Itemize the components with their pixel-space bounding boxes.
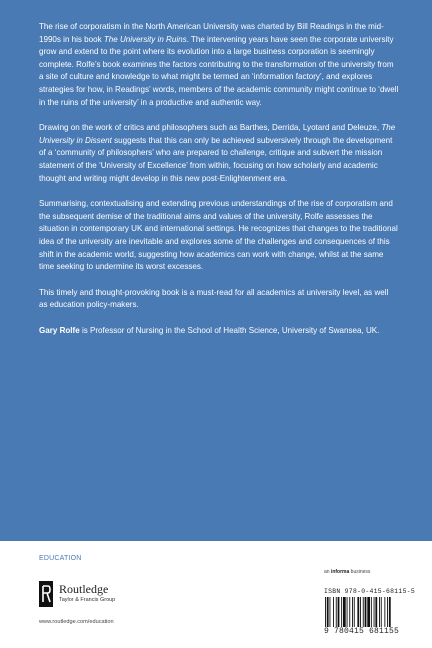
routledge-emblem-icon [39,581,53,607]
barcode-number: 9 780415 681155 [324,627,400,636]
publisher-group: Taylor & Francis Group [59,597,116,603]
barcode-icon [324,597,422,627]
informa-tagline: an informa business [324,569,371,575]
book-title-dissent: The University in Dissent [39,123,396,145]
cover-footer [0,541,432,648]
blurb-paragraph-1: The rise of corporatism in the North American University was charted by Bill Readings in the mid-1990s in his book The University in Ruins. The intervening years have seen the corporate university grow and extend to the point where its evolution into a large business corporation is seemingly complete. Rolfe’s book examines the factors contributing to the transformation of the university from a site of culture and knowledge to what might be termed an ‘information factory’, and explores strategies for how, in Readings’ words, members of the academic community might continue to ‘dwell in the ruins of the university’ in a productive and authentic way. [39,22,399,107]
category-label: EDUCATION [39,555,82,562]
publisher-logo [39,581,169,609]
blurb-text [39,21,399,350]
author-bio: Gary Rolfe is Professor of Nursing in the School of Health Science, University of Swansea, UK. [39,325,380,335]
blurb-paragraph-4: This timely and thought-provoking book is a must-read for all academics at university level, as well as education policy-makers. [39,287,389,310]
author-name: Gary Rolfe [39,325,80,335]
isbn-label: ISBN 978-0-415-68115-5 [324,588,415,595]
book-title-ruins: The University in Ruins [103,34,187,44]
publisher-url: www.routledge.com/education [39,619,114,625]
blurb-paragraph-2: Drawing on the work of critics and philosophers such as Barthes, Derrida, Lyotard and Deleuze, The University in Dissent suggests that this can only be achieved subversively through the development of a ‘community of philosophers’ who are prepared to challenge, critique and subvert the mission statement of the ‘University of Excellence’ from within, focusing on how scholarly and academic thought and writing might develop in this new post-Enlightenment era. [39,123,396,183]
publisher-name: Routledge [59,582,109,596]
blurb-paragraph-3: Summarising, contextualising and extending previous understandings of the rise of corporatism and the subsequent demise of the traditional aims and values of the university, Rolfe assesses the situation in contemporary UK and international settings. He recognizes that changes to the traditional idea of the university are inevitable and explores some of the challenges and consequences of this shift in the academic world, suggesting how academics can work with change, whilst at the same time seeking to undermine its worst excesses. [39,199,398,272]
